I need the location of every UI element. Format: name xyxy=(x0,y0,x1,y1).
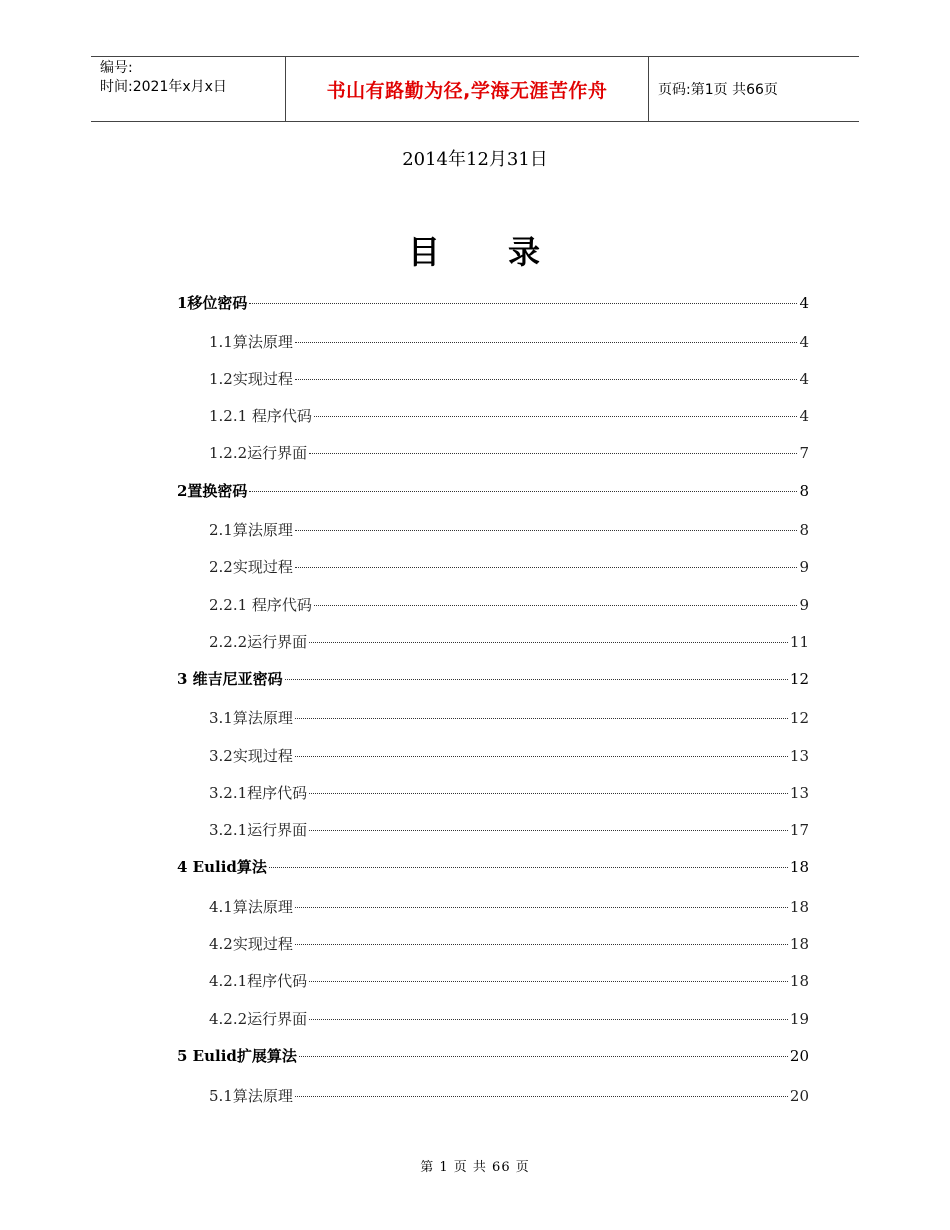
toc-dot-leader xyxy=(309,830,788,831)
toc-entry-page-number: 20 xyxy=(789,1047,809,1065)
toc-entry-label: 4 Eulid算法 xyxy=(177,858,267,876)
toc-entry[interactable] xyxy=(209,896,809,918)
toc-entry-label: 3 维吉尼亚密码 xyxy=(177,670,283,688)
toc-dot-leader xyxy=(295,530,798,531)
toc-entry-page-number: 8 xyxy=(799,521,809,539)
toc-entry[interactable] xyxy=(209,331,809,353)
toc-dot-leader xyxy=(309,1019,788,1020)
toc-entry[interactable] xyxy=(177,856,809,878)
toc-dot-leader xyxy=(299,1056,788,1057)
toc-entry[interactable] xyxy=(209,933,809,955)
header-page-info: 页码:第1页 共66页 xyxy=(658,82,778,98)
toc-entry-label: 2.2实现过程 xyxy=(209,558,293,576)
toc-dot-leader xyxy=(309,453,797,454)
toc-entry-page-number: 12 xyxy=(789,709,809,727)
document-number-label: 编号: xyxy=(100,60,133,76)
toc-dot-leader xyxy=(295,379,798,380)
toc-entry-page-number: 18 xyxy=(789,935,809,953)
toc-entry-page-number: 4 xyxy=(799,333,809,351)
toc-dot-leader xyxy=(295,342,798,343)
toc-entry-label: 5.1算法原理 xyxy=(209,1087,293,1105)
toc-entry[interactable] xyxy=(209,782,809,804)
toc-dot-leader xyxy=(249,303,797,304)
toc-entry-page-number: 13 xyxy=(789,784,809,802)
toc-entry-page-number: 9 xyxy=(799,596,809,614)
toc-entry[interactable] xyxy=(177,1045,809,1067)
toc-entry[interactable] xyxy=(177,668,809,690)
toc-entry-page-number: 8 xyxy=(799,482,809,500)
toc-entry-label: 1.2.1 程序代码 xyxy=(209,407,312,425)
toc-entry-label: 1.2.2运行界面 xyxy=(209,444,308,462)
toc-entry-page-number: 18 xyxy=(789,858,809,876)
toc-dot-leader xyxy=(295,718,788,719)
toc-entry[interactable] xyxy=(177,480,809,502)
header-table xyxy=(91,56,859,122)
page-footer: 第 1 页 共 66 页 xyxy=(420,1160,530,1175)
toc-entry-page-number: 19 xyxy=(789,1010,809,1028)
toc-entry-label: 2置换密码 xyxy=(177,482,248,500)
toc-entry-label: 3.1算法原理 xyxy=(209,709,293,727)
document-date: 2014年12月31日 xyxy=(402,149,548,170)
toc-entry-page-number: 11 xyxy=(789,633,809,651)
toc-entry[interactable] xyxy=(209,594,809,616)
toc-dot-leader xyxy=(314,416,798,417)
toc-entry-page-number: 12 xyxy=(789,670,809,688)
toc-entry-label: 2.2.1 程序代码 xyxy=(209,596,312,614)
toc-dot-leader xyxy=(295,1096,788,1097)
toc-entry-page-number: 4 xyxy=(799,407,809,425)
toc-dot-leader xyxy=(295,907,788,908)
toc-entry[interactable] xyxy=(209,707,809,729)
toc-entry-label: 3.2.1程序代码 xyxy=(209,784,308,802)
toc-entry-page-number: 17 xyxy=(789,821,809,839)
toc-entry-label: 1.1算法原理 xyxy=(209,333,293,351)
toc-entry-page-number: 13 xyxy=(789,747,809,765)
toc-dot-leader xyxy=(309,981,788,982)
toc-entry[interactable] xyxy=(209,745,809,767)
toc-dot-leader xyxy=(249,491,797,492)
toc-entry[interactable] xyxy=(209,368,809,390)
toc-entry-page-number: 4 xyxy=(799,370,809,388)
toc-entry-label: 4.2.1程序代码 xyxy=(209,972,308,990)
toc-entry-label: 3.2实现过程 xyxy=(209,747,293,765)
toc-entry-page-number: 4 xyxy=(799,294,809,312)
toc-dot-leader xyxy=(314,605,798,606)
header-motto: 书山有路勤为径,学海无涯苦作舟 xyxy=(286,57,649,121)
toc-entry[interactable] xyxy=(209,631,809,653)
toc-entry-label: 3.2.1运行界面 xyxy=(209,821,308,839)
toc-entry-page-number: 9 xyxy=(799,558,809,576)
toc-entry-label: 2.2.2运行界面 xyxy=(209,633,308,651)
toc-entry[interactable] xyxy=(209,442,809,464)
toc-entry-label: 4.2.2运行界面 xyxy=(209,1010,308,1028)
toc-title xyxy=(0,227,950,273)
toc-entry[interactable] xyxy=(209,519,809,541)
toc-entry[interactable] xyxy=(209,405,809,427)
toc-entry[interactable] xyxy=(209,1085,809,1107)
toc-entry-label: 1.2实现过程 xyxy=(209,370,293,388)
toc-entry[interactable] xyxy=(177,292,809,314)
toc-entry-page-number: 18 xyxy=(789,972,809,990)
toc-entry-page-number: 18 xyxy=(789,898,809,916)
toc-entry-label: 2.1算法原理 xyxy=(209,521,293,539)
toc-dot-leader xyxy=(295,567,798,568)
toc-entry[interactable] xyxy=(209,556,809,578)
toc-dot-leader xyxy=(295,944,788,945)
toc-entry-label: 5 Eulid扩展算法 xyxy=(177,1047,297,1065)
toc-entry-label: 4.2实现过程 xyxy=(209,935,293,953)
toc-title-char-2: 录 xyxy=(508,233,543,271)
toc-dot-leader xyxy=(309,642,788,643)
toc-entry-page-number: 7 xyxy=(799,444,809,462)
toc-dot-leader xyxy=(269,867,788,868)
toc-entry-label: 4.1算法原理 xyxy=(209,898,293,916)
toc-dot-leader xyxy=(285,679,788,680)
toc-entry-label: 1移位密码 xyxy=(177,294,248,312)
toc-entry[interactable] xyxy=(209,1008,809,1030)
toc-entry-page-number: 20 xyxy=(789,1087,809,1105)
toc-dot-leader xyxy=(309,793,788,794)
toc-entry[interactable] xyxy=(209,819,809,841)
toc-dot-leader xyxy=(295,756,788,757)
toc-title-char-1: 目 xyxy=(407,233,442,271)
header-meta-cell xyxy=(91,57,286,121)
toc-entry[interactable] xyxy=(209,970,809,992)
document-time-label: 时间:2021年x月x日 xyxy=(100,79,227,95)
